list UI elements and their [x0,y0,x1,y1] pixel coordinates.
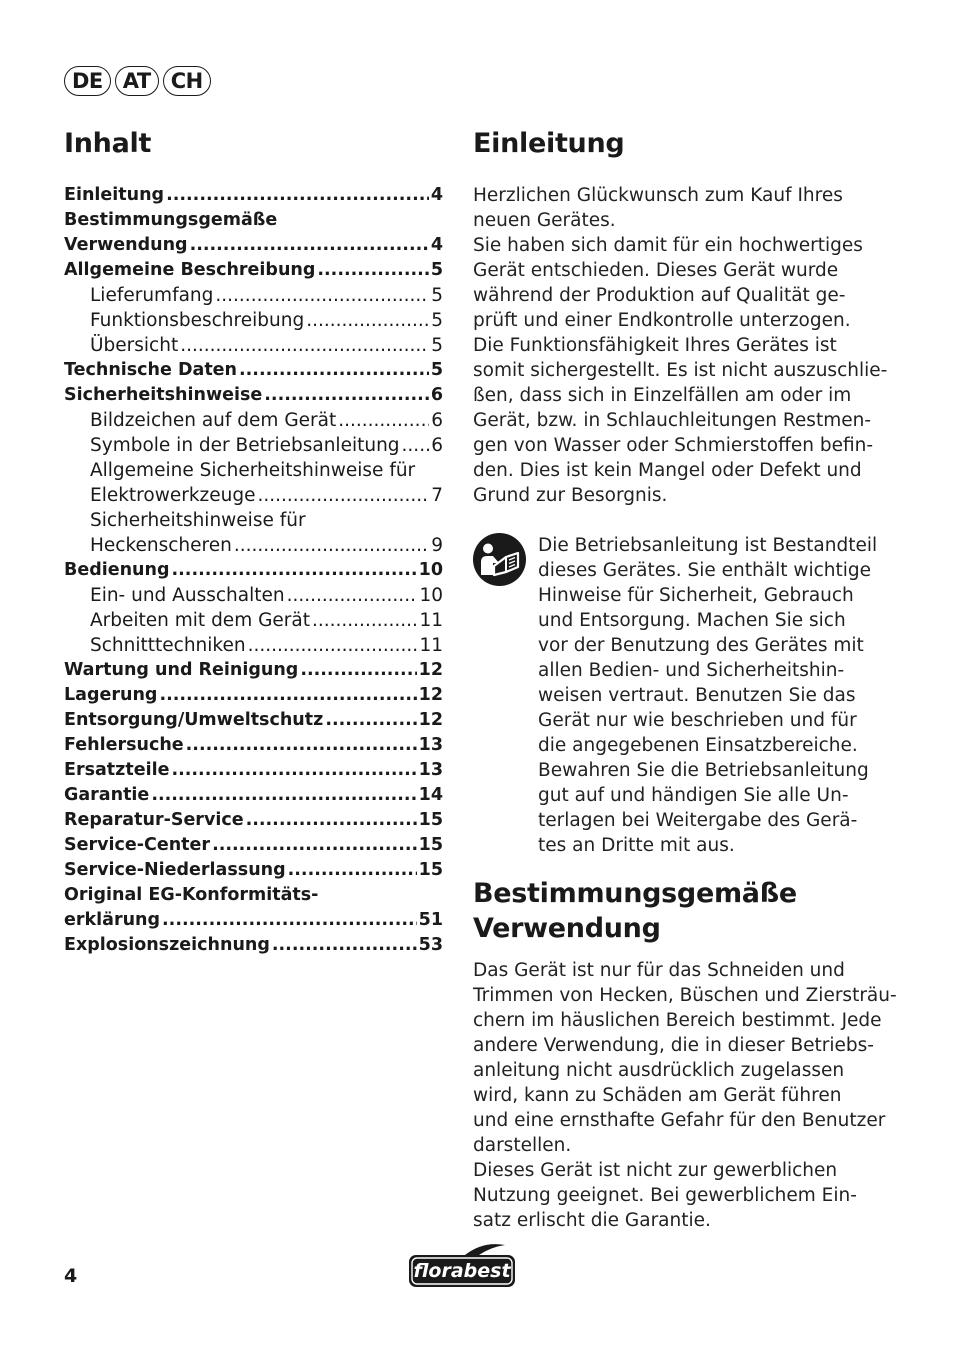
bestimmung-title [473,876,797,946]
toc-entry [64,833,443,858]
toc-entry-page: 4 [430,185,443,205]
toc-entry [64,408,443,433]
text-line: weisen vertraut. Benutzen Sie das [538,685,856,706]
toc-entry-page: 14 [418,785,443,805]
toc-dot-leader [180,333,429,358]
toc-entry-page: 6 [431,435,443,456]
toc-entry [64,808,443,833]
text-line: somit sichergestellt. Es ist nicht auszuschlie- [473,360,888,381]
text-line: gen von Wasser oder Schmierstoffen befin- [473,435,874,456]
toc-entry-label: Bestimmungsgemäße [64,210,278,230]
text-line: anleitung nicht ausdrücklich zugelassen [473,1060,845,1081]
toc-dot-leader [338,408,429,433]
toc-entry-page: 15 [418,810,443,830]
text-line: satz erlischt die Garantie. [473,1210,711,1231]
toc-entry-label: Ersatzteile [64,760,170,780]
toc-dot-leader [246,808,417,833]
toc-entry-page: 12 [418,660,443,680]
toc-entry [64,908,443,933]
table-of-contents [64,183,443,958]
toc-dot-leader [172,558,417,583]
toc-dot-leader [151,783,416,808]
toc-entry [64,358,443,383]
toc-entry [64,383,443,408]
toc-entry-page: 5 [430,360,443,380]
bestimmung-text [473,958,897,1233]
text-line: und eine ernsthafte Gefahr für den Benutzer [473,1110,886,1131]
text-line: Das Gerät ist nur für das Schneiden und [473,960,845,981]
toc-entry-page: 4 [430,235,443,255]
toc-dot-leader [312,608,417,633]
toc-entry [64,533,443,558]
toc-entry-label: Sicherheitshinweise für [90,510,306,531]
text-line: die angegebenen Einsatzbereiche. [538,735,858,756]
toc-entry-label: Entsorgung/Umweltschutz [64,710,324,730]
toc-entry-label: Allgemeine Beschreibung [64,260,316,280]
toc-entry-label: Garantie [64,785,150,805]
toc-dot-leader [212,833,417,858]
toc-entry-label: Übersicht [90,335,179,356]
text-line: wird, kann zu Schäden am Gerät führen [473,1085,842,1106]
toc-entry-label: Sicherheitshinweise [64,385,263,405]
toc-entry [64,733,443,758]
toc-entry-page: 5 [431,335,443,356]
text-line: Dieses Gerät ist nicht zur gewerblichen [473,1160,838,1181]
language-badges [64,66,211,96]
text-line: Sie haben sich damit für ein hochwertiges [473,235,863,256]
toc-dot-leader [234,533,429,558]
toc-dot-leader [317,258,428,283]
toc-entry-label: Allgemeine Sicherheitshinweise für [90,460,416,481]
toc-entry-label: Elektrowerkzeuge [90,485,256,506]
toc-entry-label: Ein- und Ausschalten [90,585,285,606]
toc-entry [64,433,443,458]
toc-entry-page: 6 [431,410,443,431]
text-line: dieses Gerätes. Sie enthält wichtige [538,560,872,581]
page-number: 4 [64,1265,78,1287]
toc-entry-page: 12 [418,710,443,730]
text-line: Die Betriebsanleitung ist Bestandteil [538,535,878,556]
florabest-logo [405,1243,519,1291]
toc-entry [64,233,443,258]
toc-entry [64,183,443,208]
text-line: allen Bedien- und Sicherheitshin- [538,660,845,681]
text-line: Gerät entschieden. Dieses Gerät wurde [473,260,839,281]
text-line: Trimmen von Hecken, Büschen und Ziersträu- [473,985,897,1006]
text-line: den. Dies ist kein Mangel oder Defekt und [473,460,862,481]
toc-entry-page: 51 [418,910,443,930]
toc-dot-leader [190,233,429,258]
toc-dot-leader [215,283,429,308]
text-line: chern im häuslichen Bereich bestimmt. Jede [473,1010,882,1031]
toc-dot-leader [272,933,417,958]
toc-entry [64,308,443,333]
bestimmung-title-line-1: Bestimmungsgemäße [473,878,797,909]
text-line: darstellen. [473,1135,572,1156]
toc-entry [64,858,443,883]
toc-dot-leader [288,858,417,883]
toc-entry [64,258,443,283]
toc-entry-page: 11 [419,635,443,656]
text-line: Nutzung geeignet. Bei gewerblichem Ein- [473,1185,857,1206]
toc-entry-label: Reparatur-Service [64,810,244,830]
toc-entry-page: 10 [418,560,443,580]
toc-entry-label: Explosionszeichnung [64,935,270,955]
toc-entry-page: 13 [418,760,443,780]
toc-entry [64,758,443,783]
toc-entry-page: 5 [431,310,443,331]
toc-dot-leader [186,733,417,758]
toc-entry [64,633,443,658]
text-line: tes an Dritte mit aus. [538,835,735,856]
toc-entry-label: erklärung [64,910,161,930]
text-line: ßen, dass sich in Einzelfällen am oder im [473,385,852,406]
toc-dot-leader [325,708,416,733]
toc-dot-leader [159,683,416,708]
notice-text [538,533,877,858]
toc-entry-label: Lagerung [64,685,158,705]
toc-title: Inhalt [64,128,152,159]
toc-entry [64,558,443,583]
toc-dot-leader [264,383,429,408]
toc-entry [64,333,443,358]
text-line: während der Produktion auf Qualität ge- [473,285,846,306]
toc-entry-label: Fehlersuche [64,735,184,755]
text-line: gut auf und händigen Sie alle Un- [538,785,849,806]
einleitung-title: Einleitung [473,128,625,159]
toc-entry-page: 53 [418,935,443,955]
read-manual-icon [473,533,526,586]
language-badge-de: DE [64,66,111,96]
toc-entry-label: Lieferumfang [90,285,214,306]
toc-dot-leader [166,183,429,208]
toc-entry-page: 11 [419,610,443,631]
text-line: andere Verwendung, die in dieser Betriebs- [473,1035,874,1056]
text-line: Grund zur Besorgnis. [473,485,668,506]
toc-entry [64,683,443,708]
toc-entry [64,708,443,733]
toc-entry [64,608,443,633]
text-line: Herzlichen Glückwunsch zum Kauf Ihres [473,185,843,206]
toc-entry-label: Technische Daten [64,360,238,380]
text-line: Hinweise für Sicherheit, Gebrauch [538,585,854,606]
toc-entry-label: Schnitttechniken [90,635,246,656]
toc-entry-label: Symbole in der Betriebsanleitung [90,435,400,456]
toc-dot-leader [171,758,416,783]
toc-dot-leader [248,633,418,658]
toc-entry-label: Service-Niederlassung [64,860,286,880]
bestimmung-title-line-2: Verwendung [473,913,661,944]
toc-entry-page: 12 [418,685,443,705]
toc-entry [64,783,443,808]
toc-dot-leader [162,908,417,933]
toc-entry-label: Bedienung [64,560,170,580]
toc-entry-label: Einleitung [64,185,165,205]
toc-entry [64,658,443,683]
toc-entry-page: 5 [431,285,443,306]
text-line: prüft und einer Endkontrolle unterzogen. [473,310,851,331]
text-line: vor der Benutzung des Gerätes mit [538,635,864,656]
toc-dot-leader [287,583,418,608]
language-badge-ch: CH [163,66,211,96]
svg-text:florabest: florabest [413,1260,511,1282]
einleitung-text [473,183,887,508]
toc-entry-page: 5 [430,260,443,280]
toc-entry [64,933,443,958]
toc-entry-page: 15 [418,860,443,880]
toc-entry-label: Verwendung [64,235,188,255]
toc-dot-leader [306,308,429,333]
text-line: Bewahren Sie die Betriebsanleitung [538,760,869,781]
toc-entry-page: 9 [431,535,443,556]
toc-dot-leader [300,658,416,683]
toc-entry-page: 15 [418,835,443,855]
text-line: und Entsorgung. Machen Sie sich [538,610,846,631]
toc-entry-label: Service-Center [64,835,211,855]
toc-entry [64,283,443,308]
toc-entry-label: Heckenscheren [90,535,232,556]
toc-entry [64,483,443,508]
toc-entry-label: Arbeiten mit dem Gerät [90,610,311,631]
toc-dot-leader [257,483,429,508]
toc-entry-label: Bildzeichen auf dem Gerät [90,410,337,431]
toc-dot-leader [402,433,430,458]
toc-entry [64,583,443,608]
toc-entry-label: Original EG-Konformitäts- [64,885,319,905]
language-badge-at: AT [115,66,159,96]
text-line: Gerät, bzw. in Schlauchleitungen Restmen- [473,410,872,431]
text-line: terlagen bei Weitergabe des Gerä- [538,810,858,831]
text-line: Die Funktionsfähigkeit Ihres Gerätes ist [473,335,837,356]
toc-dot-leader [239,358,429,383]
text-line: Gerät nur wie beschrieben und für [538,710,857,731]
text-line: neuen Gerätes. [473,210,616,231]
toc-entry-page: 13 [418,735,443,755]
toc-entry-label: Wartung und Reinigung [64,660,299,680]
toc-entry-page: 7 [431,485,443,506]
toc-entry-page: 10 [419,585,443,606]
toc-entry-page: 6 [430,385,443,405]
toc-entry-label: Funktionsbeschreibung [90,310,305,331]
